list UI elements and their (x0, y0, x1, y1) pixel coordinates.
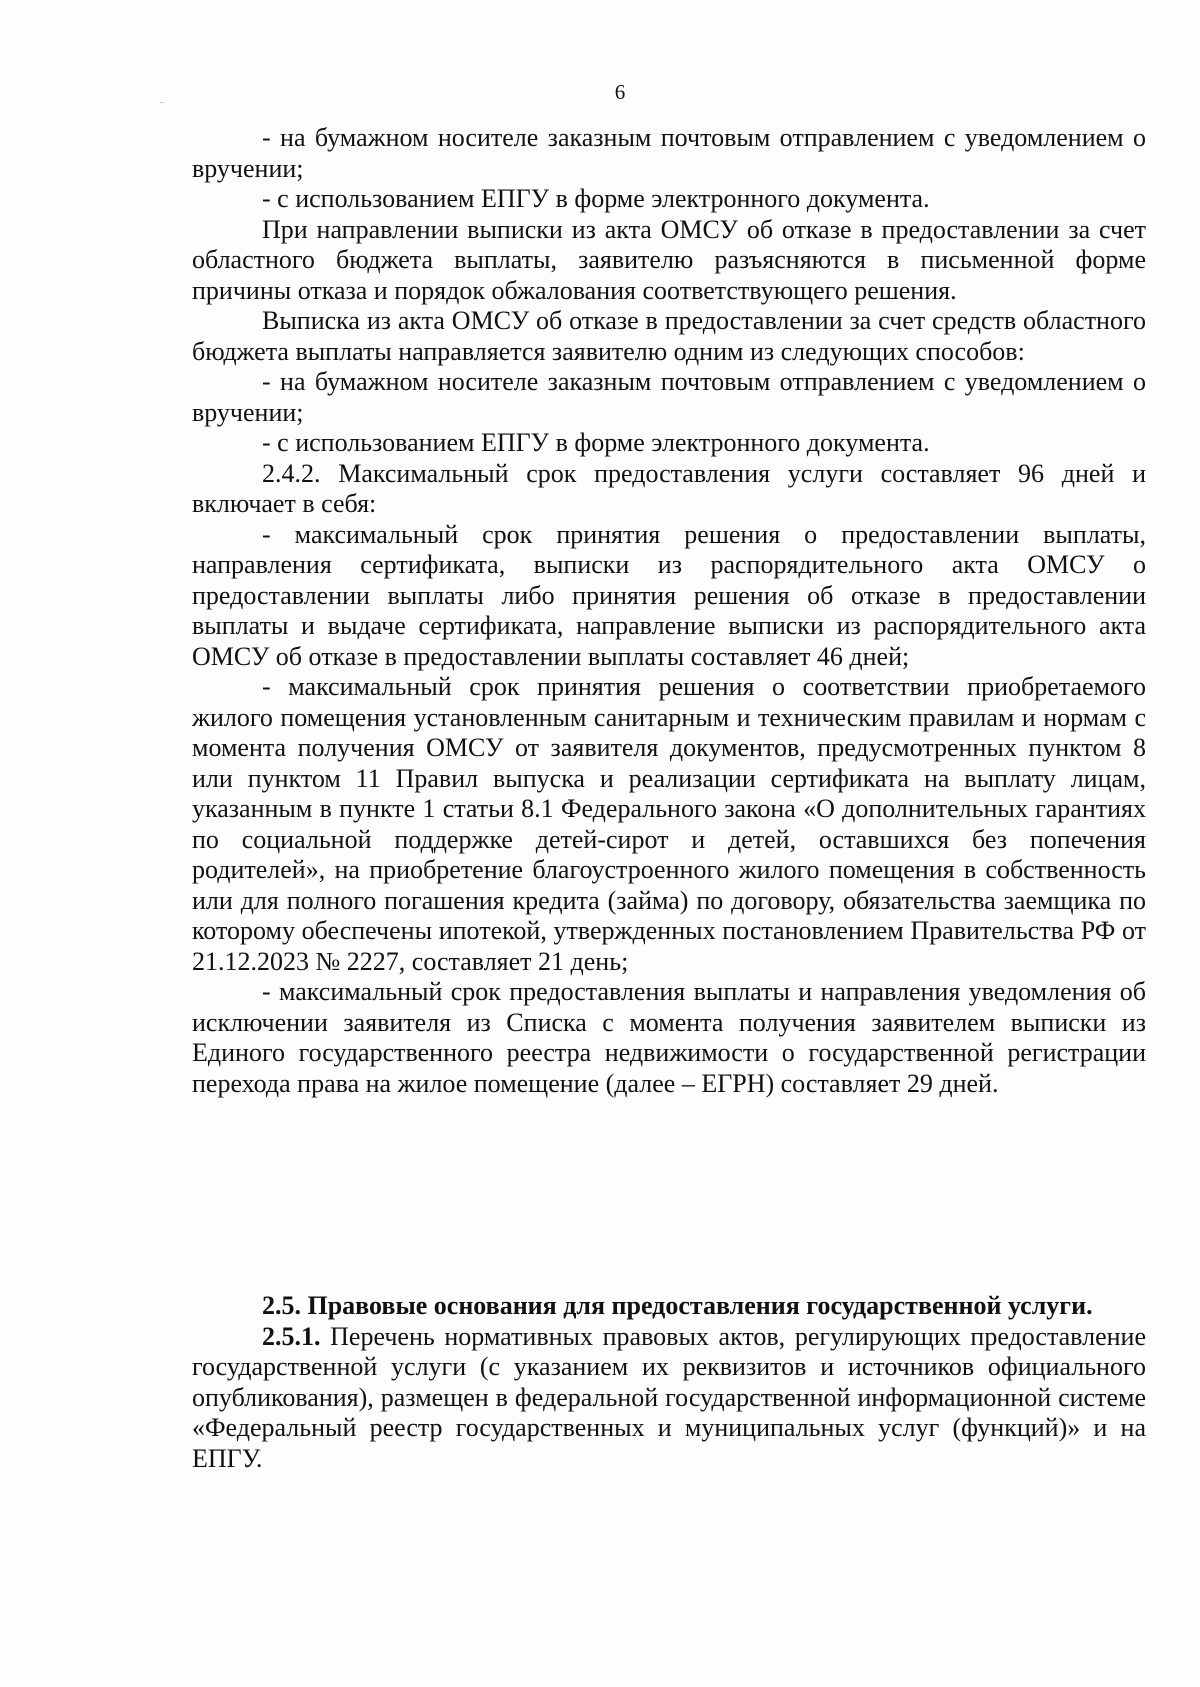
clause-number: 2.5.1. (262, 1321, 321, 1351)
page-number: 6 (614, 80, 626, 104)
paragraph-delivery-epgu-2: - с использованием ЕПГУ в форме электронного документа. (262, 428, 930, 457)
scan-artifact (160, 102, 164, 103)
paragraph-delivery-epgu-1: - с использованием ЕПГУ в форме электронного документа. (262, 184, 930, 213)
paragraph-term-payment: - максимальный срок предоставления выплаты и направления уведомления об исключении заявителя из Списка с момента получения заявителем выписки из Единого государственного реестра недвижимости о государственной регистрации перехода права на жилое помещение (далее – ЕГРН) составляет 29 дней. (192, 977, 1146, 1098)
paragraph-delivery-paper-2: - на бумажном носителе заказным почтовым отправлением с уведомлением о вручении; (192, 367, 1146, 427)
paragraph-term-housing-compliance: - максимальный срок принятия решения о соответствии приобретаемого жилого помещения установленным санитарным и техническим правилам и нормам с момента получения ОМСУ от заявителя документов, предусмотренных пунктом 8 или пунктом 11 Правил выпуска и реализации сертификата на выплату лицам, указанным в пункте 1 статьи 8.1 Федерального закона «О дополнительных гарантиях по социальной поддержке детей-сирот и детей, оставшихся без попечения родителей», на приобретение благоустроенного жилого помещения в собственность или для полного погашения кредита (займа) по договору, обязательства заемщика по которому обеспечены ипотекой, утвержденных постановлением Правительства РФ от 21.12.2023 № 2227, составляет 21 день; (192, 672, 1146, 976)
paragraph-refusal-explanation: При направлении выписки из акта ОМСУ об отказе в предоставлении за счет областного бюджета выплаты, заявителю разъясняются в письменной форме причины отказа и порядок обжалования соответствующего решения. (192, 214, 1146, 305)
document-body (192, 123, 1146, 1099)
clause-text: Перечень нормативных правовых актов, регулирующих предоставление государственной услуги (с указанием их реквизитов и источников официального опубликования), размещен в федеральной государственной информационной системе «Федеральный реестр государственных и муниципальных услуг (функций)» и на ЕПГУ. (192, 1321, 1146, 1473)
section-2-5 (192, 1291, 1146, 1474)
paragraph-delivery-paper-1: - на бумажном носителе заказным почтовым отправлением с уведомлением о вручении; (192, 123, 1146, 183)
clause-2-5-1 (192, 1322, 1146, 1475)
paragraph-refusal-extract: Выписка из акта ОМСУ об отказе в предоставлении за счет средств областного бюджета выплаты направляется заявителю одним из следующих способов: (192, 306, 1146, 366)
paragraph-term-decision: - максимальный срок принятия решения о предоставлении выплаты, направления сертификата, выписки из распорядительного акта ОМСУ о предоставлении выплаты либо принятия решения об отказе в предоставлении выплаты и выдаче сертификата, направление выписки из распорядительного акта ОМСУ об отказе в предоставлении выплаты составляет 46 дней; (192, 519, 1146, 671)
section-heading: 2.5. Правовые основания для предоставления государственной услуги. (262, 1291, 1093, 1320)
paragraph-max-term: 2.4.2. Максимальный срок предоставления услуги составляет 96 дней и включает в себя: (192, 458, 1146, 518)
